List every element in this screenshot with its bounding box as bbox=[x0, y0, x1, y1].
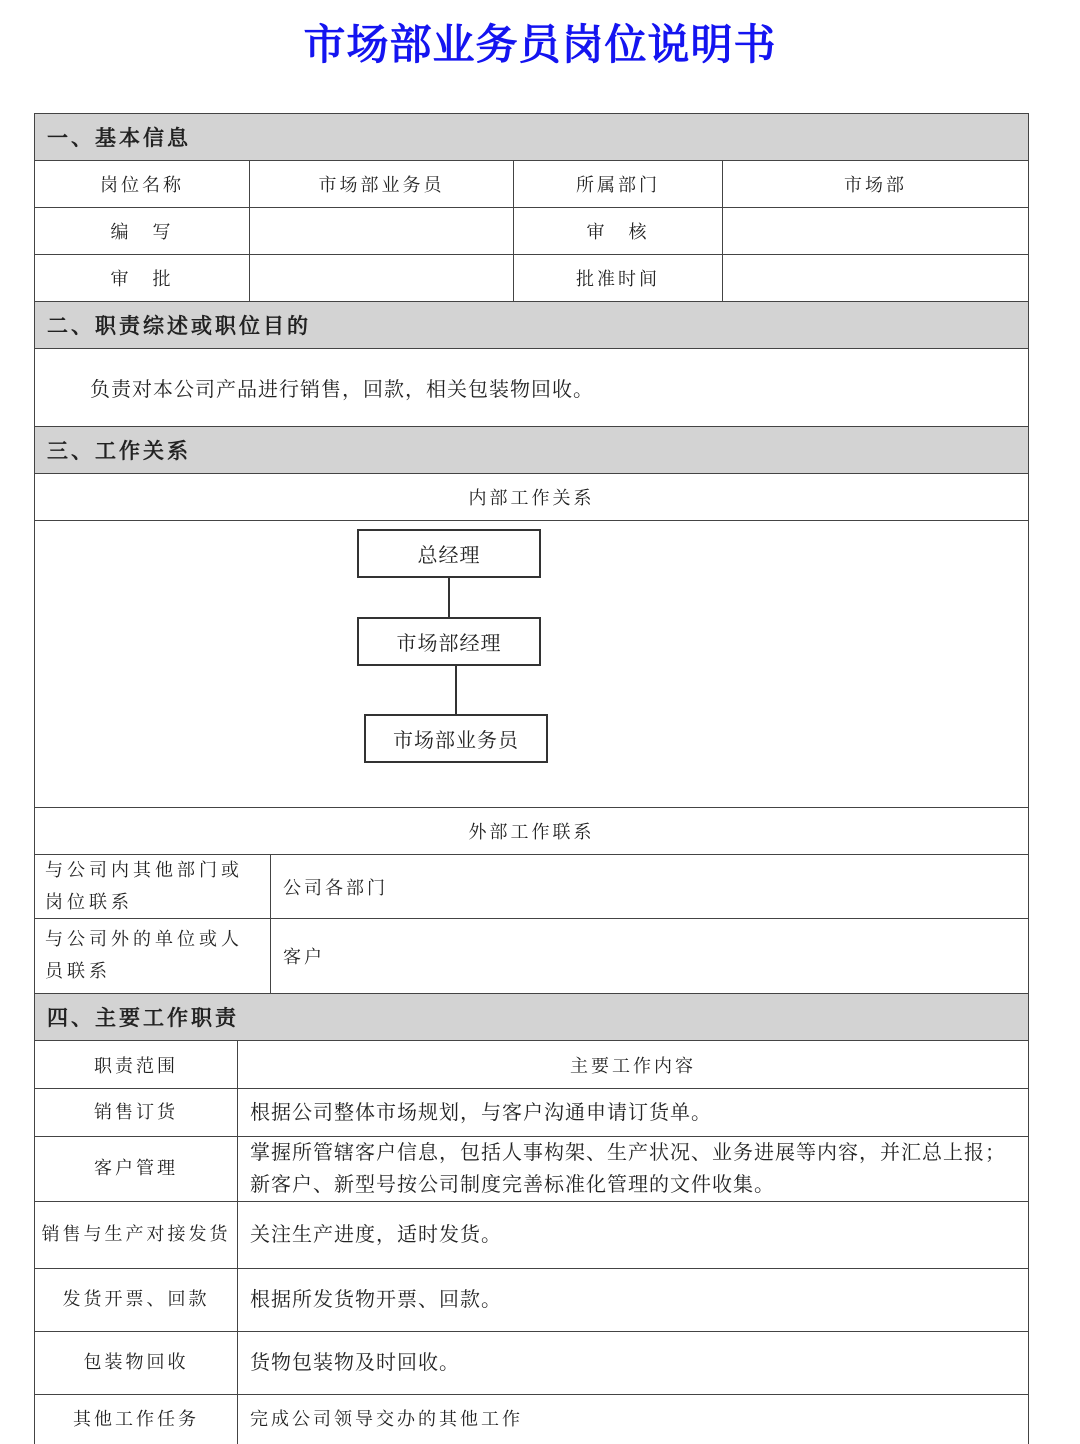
duty-row bbox=[35, 1088, 1028, 1136]
writer-value bbox=[249, 208, 513, 254]
external-row bbox=[35, 918, 1028, 993]
page-title: 市场部业务员岗位说明书 bbox=[303, 20, 777, 69]
section-duties: 四、主要工作职责 bbox=[35, 993, 1028, 1040]
external-row-label: 与公司外的单位或人员联系 bbox=[45, 929, 243, 982]
duty-area: 销售订货 bbox=[94, 1101, 178, 1123]
org-chart bbox=[35, 520, 1028, 807]
basic-row-1 bbox=[35, 160, 1028, 207]
summary-text: 负责对本公司产品进行销售，回款，相关包装物回收。 bbox=[35, 348, 1028, 426]
external-row-label: 与公司内其他部门或岗位联系 bbox=[45, 859, 243, 913]
org-connector bbox=[455, 666, 457, 714]
post-name-label: 岗位名称 bbox=[100, 175, 184, 196]
basic-row-3 bbox=[35, 254, 1028, 301]
duty-area: 发货开票、回款 bbox=[62, 1289, 210, 1310]
duties-header-row bbox=[35, 1040, 1028, 1088]
duty-row bbox=[35, 1136, 1028, 1201]
org-node-market-manager: 市场部经理 bbox=[357, 617, 541, 666]
internal-relations-title: 内部工作关系 bbox=[35, 473, 1028, 520]
dept-value: 市场部 bbox=[722, 161, 1028, 207]
external-row-value: 公司各部门 bbox=[270, 855, 1028, 918]
job-description-form bbox=[34, 113, 1029, 1444]
external-relations-title: 外部工作联系 bbox=[35, 807, 1028, 854]
basic-row-2 bbox=[35, 207, 1028, 254]
duty-content: 货物包装物及时回收。 bbox=[237, 1332, 1028, 1394]
org-connector bbox=[448, 578, 450, 617]
duty-area: 客户管理 bbox=[94, 1158, 178, 1179]
approve-label: 审 批 bbox=[110, 269, 174, 290]
section-relations: 三、工作关系 bbox=[35, 426, 1028, 473]
duty-area: 销售与生产对接发货 bbox=[41, 1224, 231, 1245]
duty-content: 根据所发货物开票、回款。 bbox=[237, 1269, 1028, 1331]
duty-content: 掌握所管辖客户信息，包括人事构架、生产状况、业务进展等内容，并汇总上报；新客户、新型号按公司制度完善标准化管理的文件收集。 bbox=[237, 1137, 1028, 1201]
approve-value bbox=[249, 255, 513, 301]
org-node-salesperson: 市场部业务员 bbox=[364, 714, 548, 763]
section-summary: 二、职责综述或职位目的 bbox=[35, 301, 1028, 348]
duty-row bbox=[35, 1201, 1028, 1268]
approve-time-label: 批准时间 bbox=[513, 255, 722, 301]
review-label: 审 核 bbox=[513, 208, 722, 254]
duty-row bbox=[35, 1394, 1028, 1444]
duty-area: 其他工作任务 bbox=[73, 1408, 199, 1430]
writer-label: 编 写 bbox=[110, 222, 174, 243]
org-node-general-manager: 总经理 bbox=[357, 529, 541, 578]
duty-content: 根据公司整体市场规划，与客户沟通申请订货单。 bbox=[237, 1089, 1028, 1136]
external-row bbox=[35, 854, 1028, 918]
duty-content: 完成公司领导交办的其他工作 bbox=[237, 1395, 1028, 1444]
duty-row bbox=[35, 1331, 1028, 1394]
duties-header-area: 职责范围 bbox=[94, 1055, 178, 1077]
duty-area: 包装物回收 bbox=[83, 1352, 189, 1373]
duties-header-content: 主要工作内容 bbox=[237, 1041, 1028, 1088]
section-basic-info: 一、基本信息 bbox=[35, 113, 1028, 160]
review-value bbox=[722, 208, 1028, 254]
external-row-value: 客户 bbox=[270, 919, 1028, 993]
post-name-value: 市场部业务员 bbox=[249, 161, 513, 207]
duty-content: 关注生产进度，适时发货。 bbox=[237, 1202, 1028, 1268]
duty-row bbox=[35, 1268, 1028, 1331]
dept-label: 所属部门 bbox=[513, 161, 722, 207]
approve-time-value bbox=[722, 255, 1028, 301]
